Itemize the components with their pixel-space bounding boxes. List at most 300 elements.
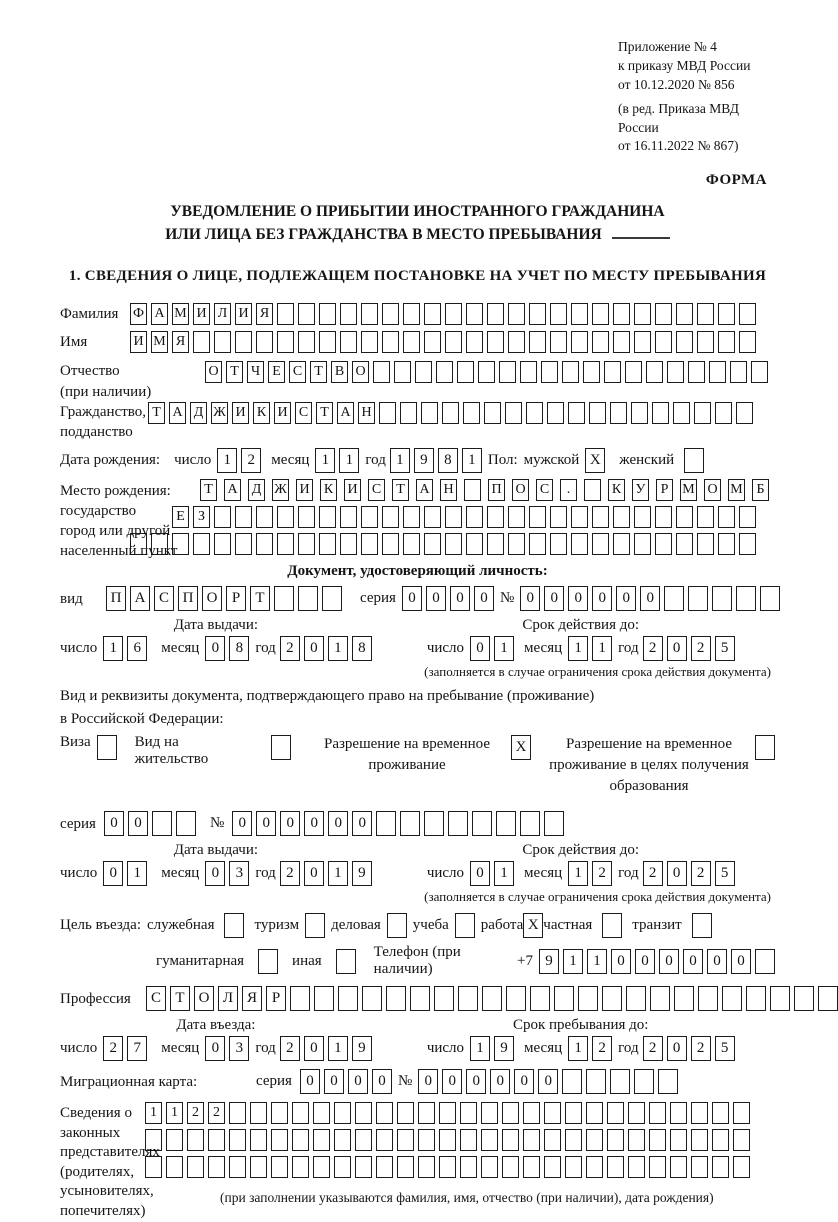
char-box[interactable] bbox=[458, 986, 478, 1011]
char-box[interactable] bbox=[418, 1102, 435, 1124]
checkbox-humanitarian[interactable] bbox=[258, 949, 278, 974]
char-box[interactable]: 3 bbox=[229, 1036, 249, 1061]
char-box[interactable]: И bbox=[296, 479, 313, 501]
char-box[interactable]: 0 bbox=[470, 636, 490, 661]
char-box[interactable] bbox=[355, 1129, 372, 1151]
char-box[interactable] bbox=[565, 1102, 582, 1124]
char-box[interactable]: 2 bbox=[643, 861, 663, 886]
char-box[interactable] bbox=[322, 586, 342, 611]
char-box[interactable]: С bbox=[146, 986, 166, 1011]
char-box[interactable]: 2 bbox=[280, 1036, 300, 1061]
char-box[interactable] bbox=[386, 986, 406, 1011]
char-box[interactable]: Я bbox=[242, 986, 262, 1011]
char-box[interactable] bbox=[400, 811, 420, 836]
char-box[interactable]: 0 bbox=[328, 811, 348, 836]
char-box[interactable]: 0 bbox=[402, 586, 422, 611]
char-box[interactable] bbox=[376, 1102, 393, 1124]
checkbox-male[interactable]: X bbox=[585, 448, 605, 473]
checkbox-private[interactable] bbox=[602, 913, 622, 938]
char-box[interactable] bbox=[439, 1102, 456, 1124]
char-box[interactable]: С bbox=[154, 586, 174, 611]
char-box[interactable]: И bbox=[130, 331, 147, 353]
char-box[interactable]: 0 bbox=[324, 1069, 344, 1094]
char-box[interactable] bbox=[544, 1102, 561, 1124]
char-box[interactable] bbox=[271, 1156, 288, 1178]
char-box[interactable] bbox=[314, 986, 334, 1011]
char-box[interactable] bbox=[445, 533, 462, 555]
char-box[interactable]: 1 bbox=[462, 448, 482, 473]
char-box[interactable] bbox=[649, 1156, 666, 1178]
char-box[interactable]: Ж bbox=[272, 479, 289, 501]
char-box[interactable]: 0 bbox=[640, 586, 660, 611]
char-box[interactable] bbox=[410, 986, 430, 1011]
char-box[interactable] bbox=[697, 331, 714, 353]
char-box[interactable]: 9 bbox=[494, 1036, 514, 1061]
char-box[interactable]: 2 bbox=[691, 636, 711, 661]
char-box[interactable] bbox=[334, 1102, 351, 1124]
char-box[interactable]: Ч bbox=[247, 361, 264, 383]
char-box[interactable] bbox=[688, 361, 705, 383]
char-box[interactable]: И bbox=[232, 402, 249, 424]
char-box[interactable]: 7 bbox=[127, 1036, 147, 1061]
char-box[interactable] bbox=[658, 1069, 678, 1094]
char-box[interactable] bbox=[361, 506, 378, 528]
char-box[interactable] bbox=[424, 506, 441, 528]
char-box[interactable] bbox=[733, 1102, 750, 1124]
char-box[interactable] bbox=[550, 506, 567, 528]
char-box[interactable] bbox=[482, 986, 502, 1011]
char-box[interactable]: 1 bbox=[339, 448, 359, 473]
char-box[interactable]: А bbox=[224, 479, 241, 501]
char-box[interactable] bbox=[193, 331, 210, 353]
char-box[interactable]: 1 bbox=[328, 1036, 348, 1061]
char-box[interactable] bbox=[424, 303, 441, 325]
char-box[interactable] bbox=[460, 1156, 477, 1178]
char-box[interactable]: О bbox=[704, 479, 721, 501]
char-box[interactable] bbox=[229, 1129, 246, 1151]
char-box[interactable] bbox=[760, 586, 780, 611]
char-box[interactable] bbox=[626, 986, 646, 1011]
char-box[interactable] bbox=[250, 1102, 267, 1124]
char-box[interactable] bbox=[277, 303, 294, 325]
char-box[interactable]: 0 bbox=[611, 949, 631, 974]
char-box[interactable] bbox=[235, 506, 252, 528]
char-box[interactable] bbox=[418, 1129, 435, 1151]
char-box[interactable] bbox=[235, 533, 252, 555]
char-box[interactable]: 3 bbox=[229, 861, 249, 886]
char-box[interactable] bbox=[571, 331, 588, 353]
char-box[interactable]: А bbox=[337, 402, 354, 424]
char-box[interactable] bbox=[208, 1156, 225, 1178]
char-box[interactable]: 0 bbox=[352, 811, 372, 836]
char-box[interactable]: Ж bbox=[211, 402, 228, 424]
char-box[interactable] bbox=[424, 811, 444, 836]
char-box[interactable] bbox=[290, 986, 310, 1011]
checkbox-transit[interactable] bbox=[692, 913, 712, 938]
char-box[interactable]: И bbox=[235, 303, 252, 325]
char-box[interactable]: 1 bbox=[568, 861, 588, 886]
char-box[interactable] bbox=[530, 986, 550, 1011]
char-box[interactable] bbox=[187, 1129, 204, 1151]
char-box[interactable] bbox=[541, 361, 558, 383]
char-box[interactable] bbox=[397, 1102, 414, 1124]
char-box[interactable] bbox=[520, 811, 540, 836]
char-box[interactable] bbox=[544, 1156, 561, 1178]
char-box[interactable]: М bbox=[172, 303, 189, 325]
char-box[interactable]: 0 bbox=[544, 586, 564, 611]
char-box[interactable] bbox=[463, 402, 480, 424]
char-box[interactable] bbox=[271, 1129, 288, 1151]
char-box[interactable]: 6 bbox=[127, 636, 147, 661]
char-box[interactable] bbox=[613, 533, 630, 555]
char-box[interactable] bbox=[697, 533, 714, 555]
char-box[interactable] bbox=[589, 402, 606, 424]
char-box[interactable] bbox=[277, 331, 294, 353]
char-box[interactable] bbox=[271, 1102, 288, 1124]
char-box[interactable] bbox=[613, 303, 630, 325]
char-box[interactable]: 0 bbox=[205, 861, 225, 886]
char-box[interactable]: 0 bbox=[426, 586, 446, 611]
char-box[interactable] bbox=[604, 361, 621, 383]
char-box[interactable] bbox=[166, 1129, 183, 1151]
char-box[interactable]: Т bbox=[316, 402, 333, 424]
char-box[interactable] bbox=[460, 1102, 477, 1124]
char-box[interactable] bbox=[274, 586, 294, 611]
char-box[interactable] bbox=[502, 1102, 519, 1124]
char-box[interactable] bbox=[613, 506, 630, 528]
char-box[interactable] bbox=[487, 303, 504, 325]
char-box[interactable]: 1 bbox=[470, 1036, 490, 1061]
char-box[interactable]: М bbox=[151, 331, 168, 353]
char-box[interactable] bbox=[466, 331, 483, 353]
char-box[interactable] bbox=[691, 1156, 708, 1178]
char-box[interactable]: Н bbox=[440, 479, 457, 501]
char-box[interactable] bbox=[298, 506, 315, 528]
char-box[interactable]: А bbox=[169, 402, 186, 424]
char-box[interactable] bbox=[442, 402, 459, 424]
char-box[interactable] bbox=[697, 506, 714, 528]
char-box[interactable]: 2 bbox=[592, 1036, 612, 1061]
char-box[interactable] bbox=[688, 586, 708, 611]
char-box[interactable] bbox=[565, 1156, 582, 1178]
char-box[interactable]: 2 bbox=[280, 636, 300, 661]
char-box[interactable] bbox=[670, 1129, 687, 1151]
char-box[interactable] bbox=[649, 1129, 666, 1151]
char-box[interactable]: В bbox=[331, 361, 348, 383]
char-box[interactable]: Л bbox=[218, 986, 238, 1011]
char-box[interactable] bbox=[466, 506, 483, 528]
char-box[interactable] bbox=[313, 1156, 330, 1178]
char-box[interactable] bbox=[529, 506, 546, 528]
char-box[interactable] bbox=[277, 506, 294, 528]
char-box[interactable] bbox=[634, 506, 651, 528]
char-box[interactable] bbox=[631, 402, 648, 424]
char-box[interactable] bbox=[571, 533, 588, 555]
char-box[interactable]: О bbox=[202, 586, 222, 611]
char-box[interactable] bbox=[319, 506, 336, 528]
char-box[interactable]: 8 bbox=[438, 448, 458, 473]
char-box[interactable] bbox=[592, 303, 609, 325]
char-box[interactable] bbox=[460, 1129, 477, 1151]
char-box[interactable] bbox=[362, 986, 382, 1011]
char-box[interactable]: П bbox=[178, 586, 198, 611]
char-box[interactable] bbox=[214, 533, 231, 555]
char-box[interactable]: 2 bbox=[691, 1036, 711, 1061]
char-box[interactable]: 1 bbox=[127, 861, 147, 886]
char-box[interactable]: Я bbox=[256, 303, 273, 325]
char-box[interactable] bbox=[586, 1102, 603, 1124]
char-box[interactable]: 9 bbox=[352, 861, 372, 886]
char-box[interactable]: У bbox=[632, 479, 649, 501]
char-box[interactable] bbox=[496, 811, 516, 836]
char-box[interactable]: Я bbox=[172, 331, 189, 353]
char-box[interactable]: . bbox=[560, 479, 577, 501]
char-box[interactable]: 0 bbox=[731, 949, 751, 974]
checkbox-official[interactable] bbox=[224, 913, 244, 938]
char-box[interactable] bbox=[592, 533, 609, 555]
char-box[interactable] bbox=[667, 361, 684, 383]
char-box[interactable] bbox=[674, 986, 694, 1011]
char-box[interactable]: 0 bbox=[300, 1069, 320, 1094]
char-box[interactable] bbox=[818, 986, 838, 1011]
char-box[interactable]: Д bbox=[190, 402, 207, 424]
char-box[interactable]: 2 bbox=[691, 861, 711, 886]
char-box[interactable] bbox=[466, 303, 483, 325]
char-box[interactable] bbox=[298, 586, 318, 611]
char-box[interactable]: 1 bbox=[568, 1036, 588, 1061]
char-box[interactable]: 0 bbox=[304, 811, 324, 836]
char-box[interactable] bbox=[571, 506, 588, 528]
char-box[interactable] bbox=[676, 331, 693, 353]
char-box[interactable]: 1 bbox=[217, 448, 237, 473]
char-box[interactable]: 0 bbox=[592, 586, 612, 611]
char-box[interactable]: Е bbox=[268, 361, 285, 383]
checkbox-residence-permit[interactable] bbox=[271, 735, 291, 760]
char-box[interactable] bbox=[739, 506, 756, 528]
char-box[interactable] bbox=[676, 506, 693, 528]
char-box[interactable] bbox=[193, 533, 210, 555]
char-box[interactable]: 2 bbox=[187, 1102, 204, 1124]
char-box[interactable] bbox=[319, 331, 336, 353]
char-box[interactable]: И bbox=[193, 303, 210, 325]
char-box[interactable]: Р bbox=[266, 986, 286, 1011]
char-box[interactable] bbox=[526, 402, 543, 424]
char-box[interactable] bbox=[382, 533, 399, 555]
char-box[interactable]: 1 bbox=[145, 1102, 162, 1124]
char-box[interactable]: О bbox=[512, 479, 529, 501]
char-box[interactable] bbox=[739, 533, 756, 555]
char-box[interactable] bbox=[751, 361, 768, 383]
char-box[interactable] bbox=[628, 1129, 645, 1151]
char-box[interactable] bbox=[625, 361, 642, 383]
char-box[interactable] bbox=[355, 1156, 372, 1178]
char-box[interactable]: К bbox=[253, 402, 270, 424]
char-box[interactable] bbox=[529, 303, 546, 325]
char-box[interactable] bbox=[176, 811, 196, 836]
char-box[interactable] bbox=[382, 506, 399, 528]
char-box[interactable] bbox=[256, 533, 273, 555]
char-box[interactable] bbox=[607, 1102, 624, 1124]
char-box[interactable]: 8 bbox=[352, 636, 372, 661]
char-box[interactable] bbox=[712, 1129, 729, 1151]
char-box[interactable] bbox=[565, 1129, 582, 1151]
char-box[interactable]: 1 bbox=[494, 861, 514, 886]
char-box[interactable] bbox=[634, 331, 651, 353]
char-box[interactable]: Т bbox=[310, 361, 327, 383]
char-box[interactable]: М bbox=[728, 479, 745, 501]
char-box[interactable]: П bbox=[488, 479, 505, 501]
char-box[interactable] bbox=[508, 506, 525, 528]
char-box[interactable] bbox=[670, 1102, 687, 1124]
char-box[interactable] bbox=[698, 986, 718, 1011]
char-box[interactable]: З bbox=[193, 506, 210, 528]
char-box[interactable]: Т bbox=[200, 479, 217, 501]
char-box[interactable] bbox=[673, 402, 690, 424]
char-box[interactable]: Л bbox=[214, 303, 231, 325]
char-box[interactable] bbox=[655, 533, 672, 555]
char-box[interactable]: 0 bbox=[103, 861, 123, 886]
char-box[interactable] bbox=[613, 331, 630, 353]
char-box[interactable]: 0 bbox=[635, 949, 655, 974]
char-box[interactable] bbox=[550, 331, 567, 353]
char-box[interactable] bbox=[403, 331, 420, 353]
char-box[interactable] bbox=[794, 986, 814, 1011]
char-box[interactable] bbox=[152, 811, 172, 836]
char-box[interactable] bbox=[736, 586, 756, 611]
char-box[interactable] bbox=[529, 331, 546, 353]
char-box[interactable] bbox=[403, 506, 420, 528]
char-box[interactable] bbox=[187, 1156, 204, 1178]
char-box[interactable] bbox=[400, 402, 417, 424]
char-box[interactable] bbox=[718, 533, 735, 555]
char-box[interactable]: Р bbox=[226, 586, 246, 611]
char-box[interactable] bbox=[256, 331, 273, 353]
char-box[interactable] bbox=[214, 331, 231, 353]
char-box[interactable]: 5 bbox=[715, 1036, 735, 1061]
char-box[interactable]: 0 bbox=[304, 861, 324, 886]
char-box[interactable]: 0 bbox=[474, 586, 494, 611]
char-box[interactable] bbox=[334, 1129, 351, 1151]
char-box[interactable] bbox=[214, 506, 231, 528]
char-box[interactable]: 1 bbox=[166, 1102, 183, 1124]
char-box[interactable]: 1 bbox=[494, 636, 514, 661]
char-box[interactable] bbox=[610, 1069, 630, 1094]
char-box[interactable] bbox=[418, 1156, 435, 1178]
char-box[interactable] bbox=[313, 1129, 330, 1151]
char-box[interactable]: 0 bbox=[667, 636, 687, 661]
char-box[interactable]: 5 bbox=[715, 861, 735, 886]
char-box[interactable] bbox=[376, 1129, 393, 1151]
char-box[interactable] bbox=[481, 1156, 498, 1178]
char-box[interactable] bbox=[676, 303, 693, 325]
char-box[interactable] bbox=[676, 533, 693, 555]
char-box[interactable]: 1 bbox=[328, 636, 348, 661]
char-box[interactable]: 0 bbox=[520, 586, 540, 611]
char-box[interactable] bbox=[506, 986, 526, 1011]
char-box[interactable]: 0 bbox=[232, 811, 252, 836]
char-box[interactable]: А bbox=[416, 479, 433, 501]
char-box[interactable]: 0 bbox=[442, 1069, 462, 1094]
char-box[interactable] bbox=[562, 361, 579, 383]
char-box[interactable] bbox=[508, 303, 525, 325]
char-box[interactable]: 0 bbox=[418, 1069, 438, 1094]
char-box[interactable] bbox=[586, 1129, 603, 1151]
char-box[interactable] bbox=[592, 331, 609, 353]
char-box[interactable] bbox=[634, 303, 651, 325]
char-box[interactable]: 0 bbox=[104, 811, 124, 836]
char-box[interactable] bbox=[379, 402, 396, 424]
char-box[interactable] bbox=[256, 506, 273, 528]
char-box[interactable] bbox=[439, 1129, 456, 1151]
char-box[interactable]: 0 bbox=[348, 1069, 368, 1094]
char-box[interactable] bbox=[229, 1156, 246, 1178]
char-box[interactable]: 1 bbox=[390, 448, 410, 473]
char-box[interactable] bbox=[649, 1102, 666, 1124]
char-box[interactable]: 0 bbox=[280, 811, 300, 836]
char-box[interactable] bbox=[578, 986, 598, 1011]
char-box[interactable] bbox=[434, 986, 454, 1011]
char-box[interactable]: 1 bbox=[568, 636, 588, 661]
checkbox-study[interactable] bbox=[455, 913, 475, 938]
char-box[interactable] bbox=[722, 986, 742, 1011]
checkbox-tourism[interactable] bbox=[305, 913, 325, 938]
char-box[interactable]: С bbox=[536, 479, 553, 501]
char-box[interactable] bbox=[277, 533, 294, 555]
char-box[interactable] bbox=[340, 303, 357, 325]
char-box[interactable] bbox=[457, 361, 474, 383]
char-box[interactable] bbox=[340, 533, 357, 555]
char-box[interactable] bbox=[562, 1069, 582, 1094]
char-box[interactable] bbox=[319, 533, 336, 555]
char-box[interactable] bbox=[544, 1129, 561, 1151]
char-box[interactable] bbox=[208, 1129, 225, 1151]
char-box[interactable] bbox=[730, 361, 747, 383]
char-box[interactable]: 0 bbox=[490, 1069, 510, 1094]
char-box[interactable] bbox=[691, 1129, 708, 1151]
char-box[interactable] bbox=[628, 1102, 645, 1124]
char-box[interactable] bbox=[298, 331, 315, 353]
char-box[interactable] bbox=[338, 986, 358, 1011]
char-box[interactable]: П bbox=[106, 586, 126, 611]
char-box[interactable]: Т bbox=[170, 986, 190, 1011]
char-box[interactable] bbox=[382, 303, 399, 325]
char-box[interactable]: 0 bbox=[707, 949, 727, 974]
char-box[interactable] bbox=[746, 986, 766, 1011]
char-box[interactable] bbox=[607, 1129, 624, 1151]
checkbox-visa[interactable] bbox=[97, 735, 117, 760]
char-box[interactable] bbox=[554, 986, 574, 1011]
char-box[interactable]: 0 bbox=[205, 636, 225, 661]
char-box[interactable] bbox=[415, 361, 432, 383]
char-box[interactable] bbox=[523, 1129, 540, 1151]
char-box[interactable] bbox=[373, 361, 390, 383]
char-box[interactable]: 0 bbox=[128, 811, 148, 836]
char-box[interactable] bbox=[712, 1156, 729, 1178]
char-box[interactable]: 0 bbox=[466, 1069, 486, 1094]
char-box[interactable] bbox=[319, 303, 336, 325]
char-box[interactable] bbox=[733, 1129, 750, 1151]
char-box[interactable]: 0 bbox=[683, 949, 703, 974]
char-box[interactable] bbox=[586, 1156, 603, 1178]
char-box[interactable] bbox=[505, 402, 522, 424]
char-box[interactable] bbox=[715, 402, 732, 424]
char-box[interactable] bbox=[547, 402, 564, 424]
char-box[interactable] bbox=[340, 331, 357, 353]
char-box[interactable] bbox=[655, 506, 672, 528]
char-box[interactable] bbox=[544, 811, 564, 836]
char-box[interactable]: Р bbox=[656, 479, 673, 501]
char-box[interactable]: 1 bbox=[315, 448, 335, 473]
